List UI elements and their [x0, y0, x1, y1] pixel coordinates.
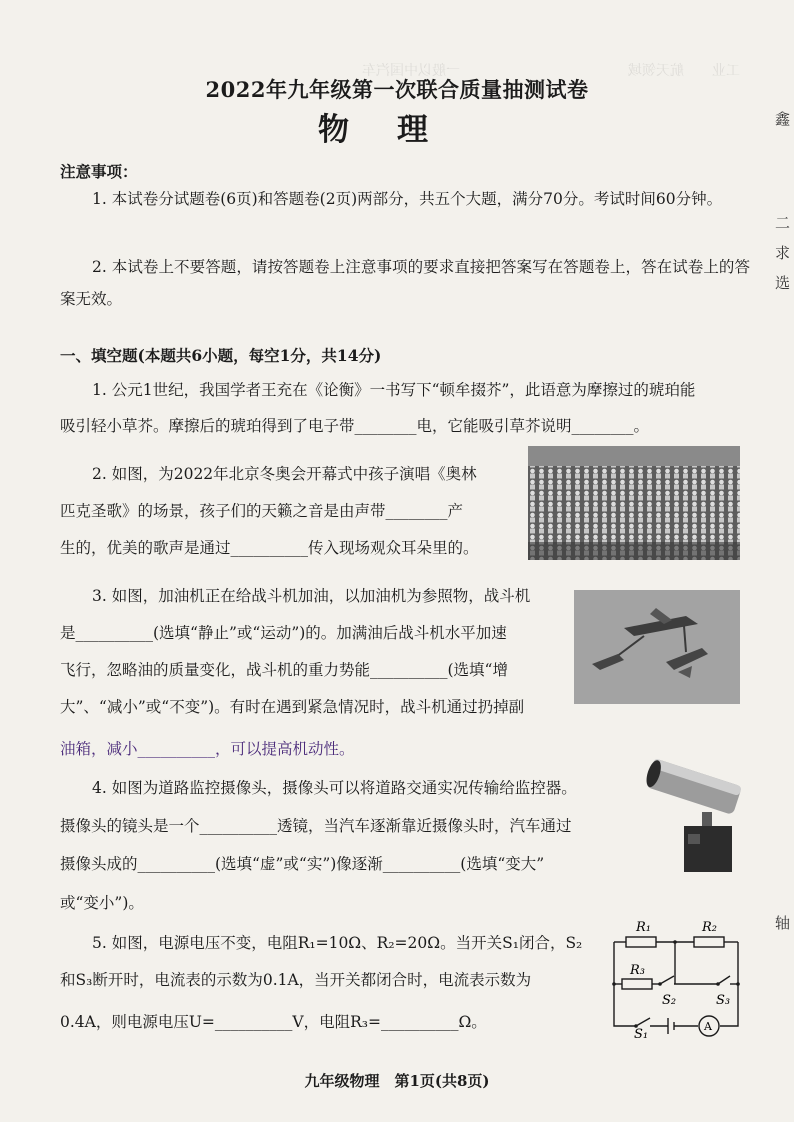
- exam-title: 2022年九年级第一次联合质量抽测试卷: [205, 77, 589, 102]
- r2-label: R₂: [702, 920, 717, 935]
- s1-label: S₁: [634, 1027, 649, 1040]
- r2-resistor: [694, 937, 724, 947]
- r1-label: R₁: [636, 920, 651, 935]
- q5-line: 和S₃断开时，电流表的示数为0.1A，当开关都闭合时，电流表示数为: [60, 971, 532, 989]
- q2-line: 2. 如图，为2022年北京冬奥会开幕式中孩子演唱《奥林: [92, 465, 477, 483]
- q4-line: 摄像头的镜头是一个__________透镜，当汽车逐渐靠近摄像头时，汽车通过: [60, 817, 572, 835]
- q4-line: 4. 如图为道路监控摄像头，摄像头可以将道路交通实况传输给监控器。: [92, 779, 577, 797]
- s3-label: S₃: [716, 993, 731, 1008]
- q5-line: 5. 如图，电源电压不变，电阻R₁=10Ω、R₂=20Ω。当开关S₁闭合，S₂: [92, 934, 583, 952]
- notice-heading: 注意事项：: [60, 162, 138, 181]
- q3-line: 大”、“减小”或“不变”)。有时在遇到紧急情况时，战斗机通过扔掉副: [60, 698, 525, 716]
- edge-mark: 选: [774, 274, 790, 292]
- q2-line: 生的，优美的歌声是通过__________传入现场观众耳朵里的。: [60, 539, 479, 557]
- q5-line: 0.4A，则电源电压U=__________V，电阻R₃=__________Ω。: [60, 1013, 487, 1031]
- choir-photo: [528, 446, 740, 560]
- q1-line: 1. 公元1世纪，我国学者王充在《论衡》一书写下“顿牟掇芥”，此语意为摩擦过的琥珀能: [92, 381, 696, 399]
- q3-line: 3. 如图，加油机正在给战斗机加油，以加油机为参照物，战斗机: [92, 587, 531, 605]
- q3-line: 是__________(选填“静止”或“运动”)的。加满油后战斗机水平加速: [60, 624, 507, 642]
- page-footer: 九年级物理 第1页(共8页): [304, 1072, 490, 1090]
- r3-resistor: [622, 979, 652, 989]
- edge-mark: 二: [774, 214, 790, 232]
- edge-mark: 鑫: [774, 110, 790, 128]
- q3-line: 飞行，忽略油的质量变化，战斗机的重力势能__________(选填“增: [60, 661, 508, 679]
- edge-mark: 求: [774, 244, 790, 262]
- note-2: 2. 本试卷上不要答题，请按答题卷上注意事项的要求直接把答案写在答题卷上，答在试卷上的答案无效。: [60, 258, 750, 308]
- edge-mark: 轴: [774, 914, 790, 932]
- section-heading: 一、填空题(本题共6小题，每空1分，共14分): [60, 346, 382, 365]
- subject-title: 物理: [318, 112, 476, 148]
- r3-label: R₃: [630, 963, 645, 978]
- refuel-photo: [574, 590, 740, 704]
- camera-photo: [640, 752, 748, 876]
- bleed-through-text: 工业 航天领域 一般以中国汽车: [306, 63, 740, 79]
- r1-resistor: [626, 937, 656, 947]
- note-1: 1. 本试卷分试题卷(6页)和答题卷(2页)两部分，共五个大题，满分70分。考试时间60分钟。: [92, 190, 723, 208]
- q4-line: 或“变小”)。: [60, 894, 144, 912]
- ammeter-label: A: [704, 1020, 712, 1033]
- circuit-diagram: [606, 914, 746, 1040]
- q2-line: 匹克圣歌》的场景，孩子们的天籁之音是由声带________产: [60, 502, 464, 520]
- q3-line: 油箱，减小__________，可以提高机动性。: [60, 740, 355, 758]
- q1-line: 吸引轻小草芥。摩擦后的琥珀得到了电子带________电，它能吸引草芥说明________。: [60, 417, 650, 435]
- s2-label: S₂: [662, 993, 677, 1008]
- q4-line: 摄像头成的__________(选填“虚”或“实”)像逐渐__________(选填“变大”: [60, 855, 545, 873]
